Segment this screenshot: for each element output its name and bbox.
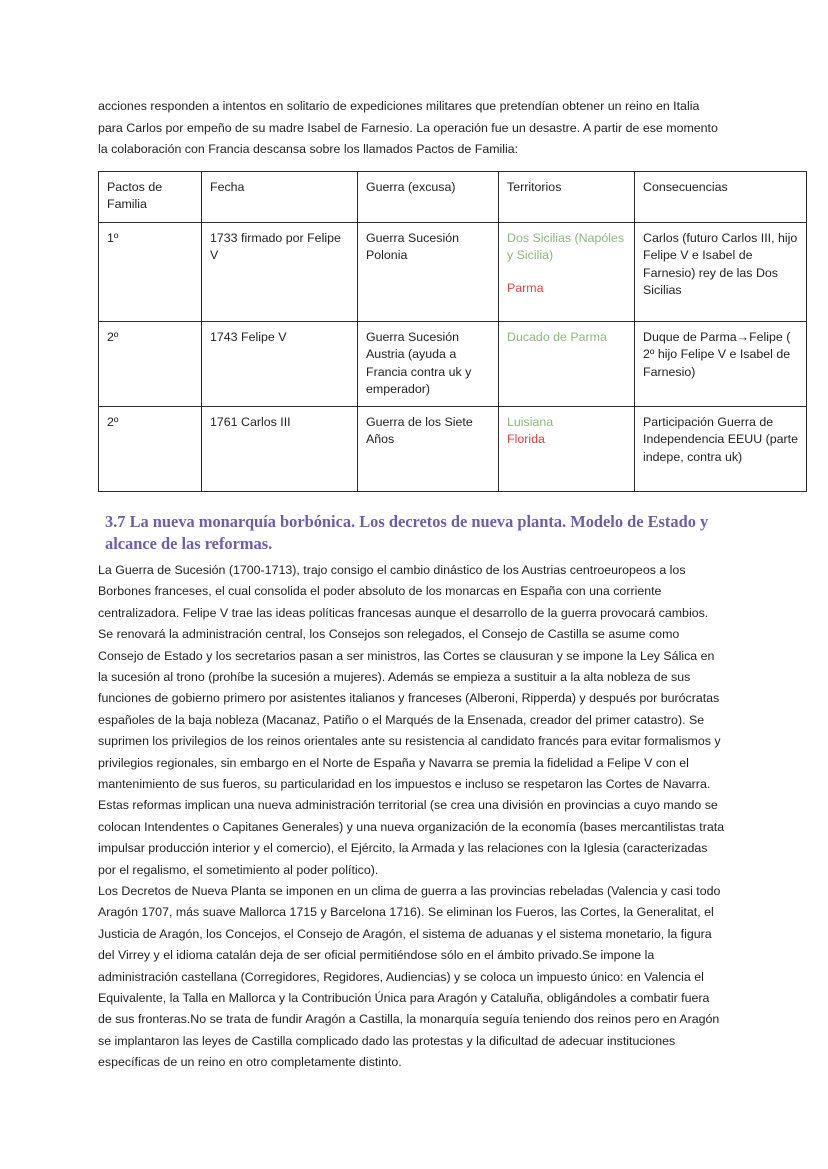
column-header-fecha: Fecha (202, 171, 358, 222)
column-header-consecuencias: Consecuencias (635, 171, 807, 222)
cell-consecuencias: Duque de Parma→Felipe ( 2º hijo Felipe V e Isabel de Farnesio) (635, 321, 807, 406)
table-header-row (99, 171, 807, 222)
cell-guerra: Guerra de los Siete Años (358, 406, 499, 491)
cell-guerra: Guerra Sucesión Polonia (358, 222, 499, 321)
page-content (98, 96, 798, 1074)
cell-fecha: 1761 Carlos III (202, 406, 358, 491)
table-row (99, 222, 807, 321)
cell-pacto: 1º (99, 222, 202, 321)
territory-green-label: Ducado de Parma (507, 329, 607, 344)
column-header-guerra: Guerra (excusa) (358, 171, 499, 222)
territory-green-label: Luisiana (507, 414, 554, 429)
cell-fecha: 1733 firmado por Felipe V (202, 222, 358, 321)
territory-green-label: Dos Sicilias (Napóles y Sicilia) (507, 230, 625, 263)
cell-fecha: 1743 Felipe V (202, 321, 358, 406)
cell-pacto: 2º (99, 406, 202, 491)
cell-pacto: 2º (99, 321, 202, 406)
cell-consecuencias: Carlos (futuro Carlos III, hijo Felipe V e Isabel de Farnesio) rey de las Dos Sicilias (635, 222, 807, 321)
column-header-pactos: Pactos de Familia (99, 171, 202, 222)
table-row (99, 321, 807, 406)
territory-red-label: Parma (507, 280, 544, 295)
cell-consecuencias: Participación Guerra de Independencia EEUU (parte indepe, contra uk) (635, 406, 807, 491)
table-body (99, 222, 807, 491)
cell-territorios (499, 406, 635, 491)
table-header (99, 171, 807, 222)
cell-territorios (499, 222, 635, 321)
intro-paragraph: acciones responden a intentos en solitario de expediciones militares que pretendían obtener un reino en Italia para Carlos por empeño de su madre Isabel de Farnesio. La operación fue un desastre. A partir de ese momento la colaboración con Francia descansa sobre los llamados Pactos de Familia: (98, 99, 718, 156)
table-row (99, 406, 807, 491)
body-paragraph-2: Los Decretos de Nueva Planta se imponen en un clima de guerra a las provincias rebeladas (Valencia y casi todo Aragón 1707, más suave Mallorca 1715 y Barcelona 1716). Se eliminan los Fueros, las Cortes, la Generalitat, el Justicia de Aragón, los Concejos, el Consejo de Aragón, el sistema de aduanas y el sistema monetario, la figura del Virrey y el idioma catalán deja de ser oficial permitiéndose sólo en el ámbito privado.Se impone la administración castellana (Corregidores, Regidores, Audiencias) y se coloca un impuesto único: en Valencia el Equivalente, la Talla en Mallorca y la Contribución Única para Aragón y Cataluña, obligándoles a combatir fuera de sus fronteras.No se trata de fundir Aragón a Castilla, la monarquía seguía teniendo dos reinos pero en Aragón se implantaron las leyes de Castilla complicado dado las protestas y la dificultad de adecuar instituciones específicas de un reino en otro completamente distinto. (98, 883, 721, 1070)
cell-territorios (499, 321, 635, 406)
cell-guerra: Guerra Sucesión Austria (ayuda a Francia contra uk y emperador) (358, 321, 499, 406)
column-header-territorios: Territorios (499, 171, 635, 222)
pactos-de-familia-table (98, 171, 807, 492)
section-heading: 3.7 La nueva monarquía borbónica. Los decretos de nueva planta. Modelo de Estado y alcance de las reformas. (105, 511, 709, 554)
body-paragraph-1: La Guerra de Sucesión (1700-1713), trajo consigo el cambio dinástico de los Austrias centroeuropeos a los Borbones franceses, el cual consolida el poder absoluto de los monarcas en España con una corriente centralizadora. Felipe V trae las ideas políticas francesas aunque el desarrollo de la guerra provocará cambios. Se renovará la administración central, los Consejos son relegados, el Consejo de Castilla se asume como Consejo de Estado y los secretarios pasan a ser ministros, las Cortes se clausuran y se impone la Ley Sálica en la sucesión al trono (prohíbe la sucesión a mujeres). Además se empieza a sustituir a la alta nobleza de sus funciones de gobierno primero por asistentes italianos y franceses (Alberoni, Ripperda) y después por burócratas españoles de la baja nobleza (Macanaz, Patiño o el Marqués de la Ensenada, creador del primer catastro). Se suprimen los privilegios de los reinos orientales ante su resistencia al candidato francés para evitar formalismos y privilegios regionales, sin embargo en el Norte de España y Navarra se premia la fidelidad a Felipe V con el mantenimiento de sus fueros, su particularidad en los impuestos e incluso se respetaron las Cortes de Navarra. Estas reformas implican una nueva administración territorial (se crea una división en provincias a cuyo mando se colocan Intendentes o Capitanes Generales) y una nueva organización de la economía (bases mercantilistas trata impulsar producción interior y el comercio), el Ejército, la Armada y las relaciones con la Iglesia (caracterizadas por el regalismo, el sometimiento al poder político). (98, 562, 725, 877)
territory-red-label: Florida (507, 432, 545, 447)
